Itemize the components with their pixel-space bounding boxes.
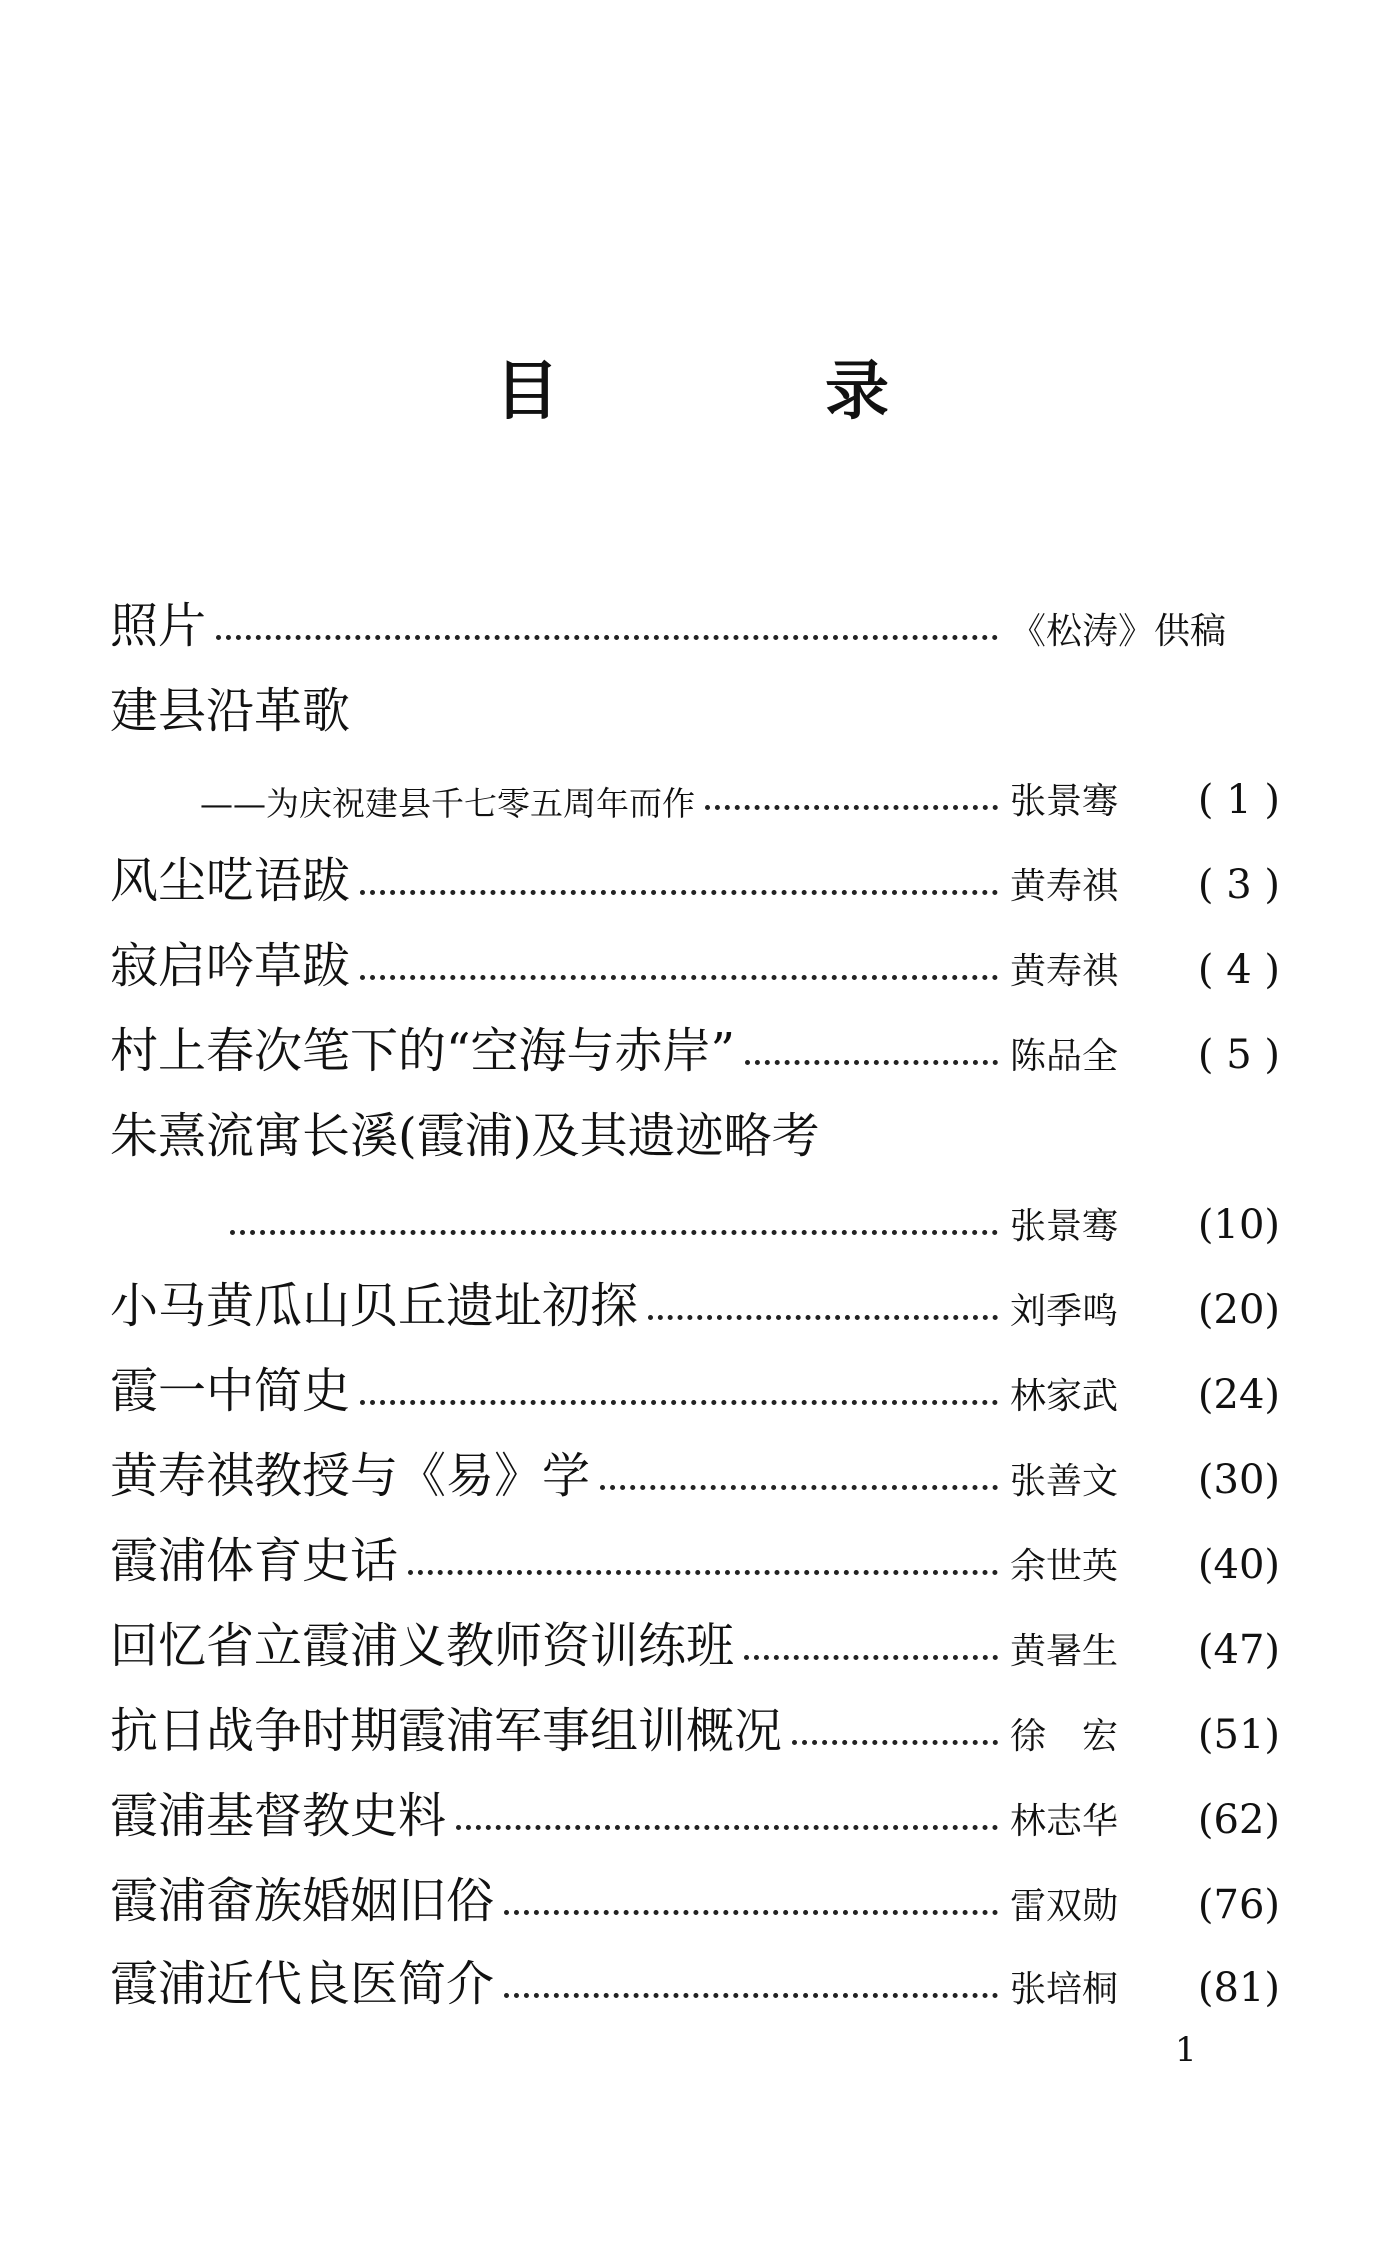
toc-entry	[110, 1948, 1280, 2012]
toc-entry-title: 霞浦近代良医简介	[110, 1956, 495, 2012]
dot-leader	[456, 1824, 998, 1830]
toc-entry-title: 风尘呓语跋	[110, 853, 351, 909]
toc-entry-page: ( 1 )	[1197, 777, 1280, 823]
toc-entry	[200, 760, 1280, 823]
dot-leader	[360, 1399, 998, 1405]
toc-entry-author: 林志华	[1010, 1801, 1119, 1842]
toc-entry-author: 黄寿祺	[1010, 866, 1119, 907]
toc-entry-page: (76)	[1197, 1882, 1280, 1928]
toc-entry-title: 抗日战争时期霞浦军事组训概况	[110, 1703, 783, 1759]
toc-entry-title: 照片	[110, 598, 207, 654]
toc-entry-author: 张善文	[1010, 1461, 1119, 1502]
toc-entry-author: 林家武	[1010, 1376, 1119, 1417]
toc-entry	[110, 1525, 1280, 1589]
toc-entry-page: (30)	[1197, 1457, 1280, 1503]
toc-entry-title: 回忆省立霞浦义教师资训练班	[110, 1618, 735, 1674]
dot-leader	[230, 1229, 998, 1235]
page-title-char-2: 录	[825, 354, 889, 429]
toc-entry-title: 寂启吟草跋	[110, 938, 351, 994]
toc-entry	[110, 1440, 1280, 1504]
toc-entry-page: (10)	[1197, 1202, 1280, 1248]
dot-leader	[648, 1314, 998, 1320]
toc-entry	[110, 1610, 1280, 1674]
toc-entry-title: 霞浦基督教史料	[110, 1788, 447, 1844]
dot-leader	[504, 1909, 998, 1915]
toc-entry-page: (62)	[1197, 1797, 1280, 1843]
dot-leader	[408, 1569, 998, 1575]
toc-entry	[110, 1865, 1280, 1929]
toc-entry-author: 张景骞	[1010, 781, 1119, 822]
toc-entry-author: 余世英	[1010, 1546, 1119, 1587]
dot-leader	[360, 889, 998, 895]
page-number: 1	[1175, 2030, 1197, 2070]
toc-entry-page: (24)	[1197, 1372, 1280, 1418]
toc-entry	[110, 1015, 1280, 1079]
toc-entry-author: 雷双勋	[1010, 1886, 1119, 1927]
toc-entry-page: ( 3 )	[1197, 862, 1280, 908]
toc-entry	[110, 1270, 1280, 1334]
toc-entry-page: ( 5 )	[1197, 1032, 1280, 1078]
dot-leader	[504, 1992, 998, 1998]
toc-entry-author: 陈品全	[1010, 1036, 1119, 1077]
toc-entry-continuation	[230, 1185, 1280, 1248]
toc-entry-title: 霞一中简史	[110, 1363, 351, 1419]
toc-entry-title: 村上春次笔下的“空海与赤岸”	[110, 1023, 736, 1079]
toc-entry	[110, 1780, 1280, 1844]
toc-entry-author: 张培桐	[1010, 1969, 1119, 2010]
toc-entry-author: 黄寿祺	[1010, 951, 1119, 992]
toc-entry-page: (20)	[1197, 1287, 1280, 1333]
toc-entry	[110, 1100, 1280, 1164]
dot-leader	[216, 634, 998, 640]
toc-entry-title: 霞浦体育史话	[110, 1533, 399, 1589]
toc-entry-page: (51)	[1197, 1712, 1280, 1758]
toc-entry	[110, 1695, 1280, 1759]
toc-entry-author: 张景骞	[1010, 1206, 1119, 1247]
page-title-char-1: 目	[495, 354, 559, 429]
toc-entry	[110, 1355, 1280, 1419]
dot-leader	[745, 1059, 998, 1065]
dot-leader	[705, 804, 998, 810]
toc-entry-title: 黄寿祺教授与《易》学	[110, 1448, 591, 1504]
toc-entry	[110, 675, 1280, 739]
toc-entry-page: (40)	[1197, 1542, 1280, 1588]
dot-leader	[600, 1484, 998, 1490]
toc-entry	[110, 590, 1280, 654]
toc-entry-author: 黄暑生	[1010, 1631, 1119, 1672]
toc-entry-page: (47)	[1197, 1627, 1280, 1673]
toc-entry	[110, 845, 1280, 909]
dot-leader	[360, 974, 998, 980]
toc-entry-title: 霞浦畲族婚姻旧俗	[110, 1873, 495, 1929]
toc-entry-page: (81)	[1197, 1965, 1280, 2011]
toc-entry	[110, 930, 1280, 994]
toc-entry-subtitle: ——为庆祝建县千七零五周年而作	[200, 784, 695, 823]
toc-entry-author: 《松涛》供稿	[1010, 611, 1227, 652]
toc-entry-author: 徐 宏	[1010, 1716, 1119, 1757]
dot-leader	[744, 1654, 998, 1660]
toc-entry-title: 建县沿革歌	[110, 683, 351, 739]
dot-leader	[792, 1739, 998, 1745]
toc-entry-page: ( 4 )	[1197, 947, 1280, 993]
toc-entry-author: 刘季鸣	[1010, 1291, 1119, 1332]
toc-entry-title: 小马黄瓜山贝丘遗址初探	[110, 1278, 639, 1334]
toc-entry-title: 朱熹流寓长溪(霞浦)及其遗迹略考	[110, 1108, 820, 1164]
